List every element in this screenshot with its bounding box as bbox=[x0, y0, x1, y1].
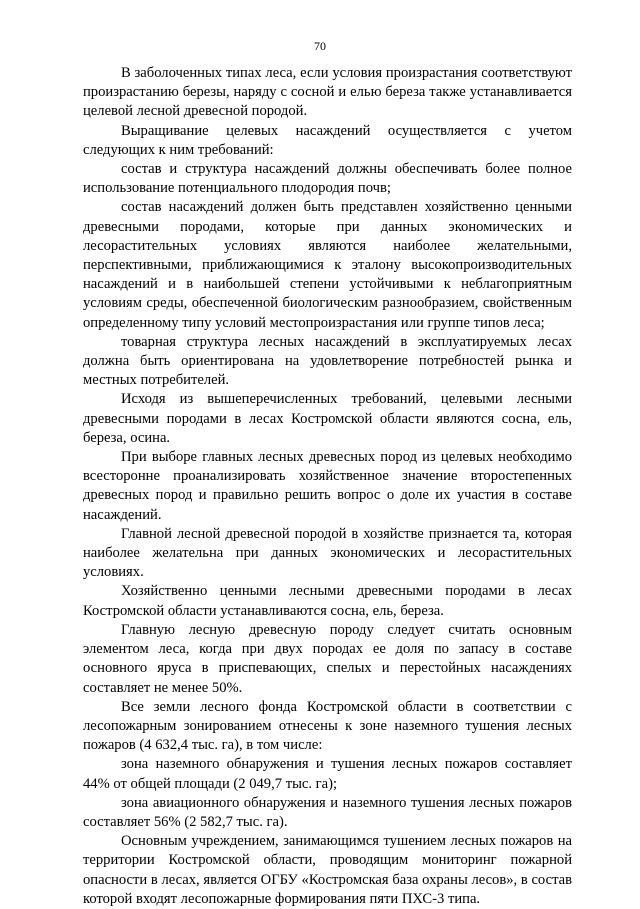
paragraph-requirement-valuable-species: состав насаждений должен быть представлен хозяйственно ценными древесными породами, которые при данных экономических и лесорастительных условиях являются наиболее желательными, перспективными, приближающимися к эталону высокопроизводительных насаждений и в наибольшей степени устойчивыми к неблагоприятным условиям среды, обеспеченной биологическим разнообразием, свойственным определенному типу условий местопроизрастания или группе типов леса; bbox=[83, 199, 572, 331]
body-text bbox=[83, 64, 572, 909]
paragraph-requirement-market-structure: товарная структура лесных насаждений в эксплуатируемых лесах должна быть ориентирована на удовлетворение потребностей рынка и местных потребителей. bbox=[83, 333, 572, 389]
paragraph-aviation-detection-zone: зона авиационного обнаружения и наземного тушения лесных пожаров составляет 56% (2 582,7 тыс. га). bbox=[83, 794, 572, 830]
paragraph-secondary-species: При выборе главных лесных древесных пород из целевых необходимо всесторонне проанализировать хозяйственное значение второстепенных древесных пород и правильно решить вопрос о доле их участия в составе насаждений. bbox=[83, 449, 572, 523]
paragraph-requirement-soil-fertility: состав и структура насаждений должны обеспечивать более полное использование потенциального плодородия почв; bbox=[83, 161, 572, 197]
paragraph-ground-detection-zone: зона наземного обнаружения и тушения лесных пожаров составляет 44% от общей площади (2 049,7 тыс. га); bbox=[83, 756, 572, 792]
paragraph-fire-zoning: Все земли лесного фонда Костромской области в соответствии с лесопожарным зонированием отнесены к зоне наземного тушения лесных пожаров (4 632,4 тыс. га), в том числе: bbox=[83, 698, 572, 754]
paragraph-valuable-species-kostroma: Хозяйственно ценными лесными древесными породами в лесах Костромской области устанавливаются сосна, ель, береза. bbox=[83, 583, 572, 619]
page-number: 70 bbox=[314, 39, 326, 53]
paragraph-fire-protection-base: Основным учреждением, занимающимся тушением лесных пожаров на территории Костромской области, проводящим мониторинг пожарной опасности в лесах, является ОГБУ «Костромская база охраны лесов», в состав которой входят лесопожарные формирования пяти ПХС-3 типа. bbox=[83, 833, 572, 907]
paragraph-main-species-definition: Главной лесной древесной породой в хозяйстве признается та, которая наиболее желательна при данных экономических и лесорастительных условиях. bbox=[83, 525, 572, 581]
paragraph-target-species-list: Исходя из вышеперечисленных требований, целевыми лесными древесными породами в лесах Костромской области являются сосна, ель, береза, осина. bbox=[83, 391, 572, 446]
paragraph-main-species-share: Главную лесную древесную породу следует считать основным элементом леса, когда при двух породах ее доля по запасу в составе основного яруса в приспевающих, спелых и перестойных насаждениях составляет не менее 50%. bbox=[83, 621, 572, 696]
paragraph-target-stands-requirements: Выращивание целевых насаждений осуществляется с учетом следующих к ним требований: bbox=[83, 122, 572, 158]
paragraph-birch-wetlands: В заболоченных типах леса, если условия произрастания соответствуют произрастанию березы, наряду с сосной и елью береза также устанавливается целевой лесной древесной породой. bbox=[83, 65, 572, 120]
